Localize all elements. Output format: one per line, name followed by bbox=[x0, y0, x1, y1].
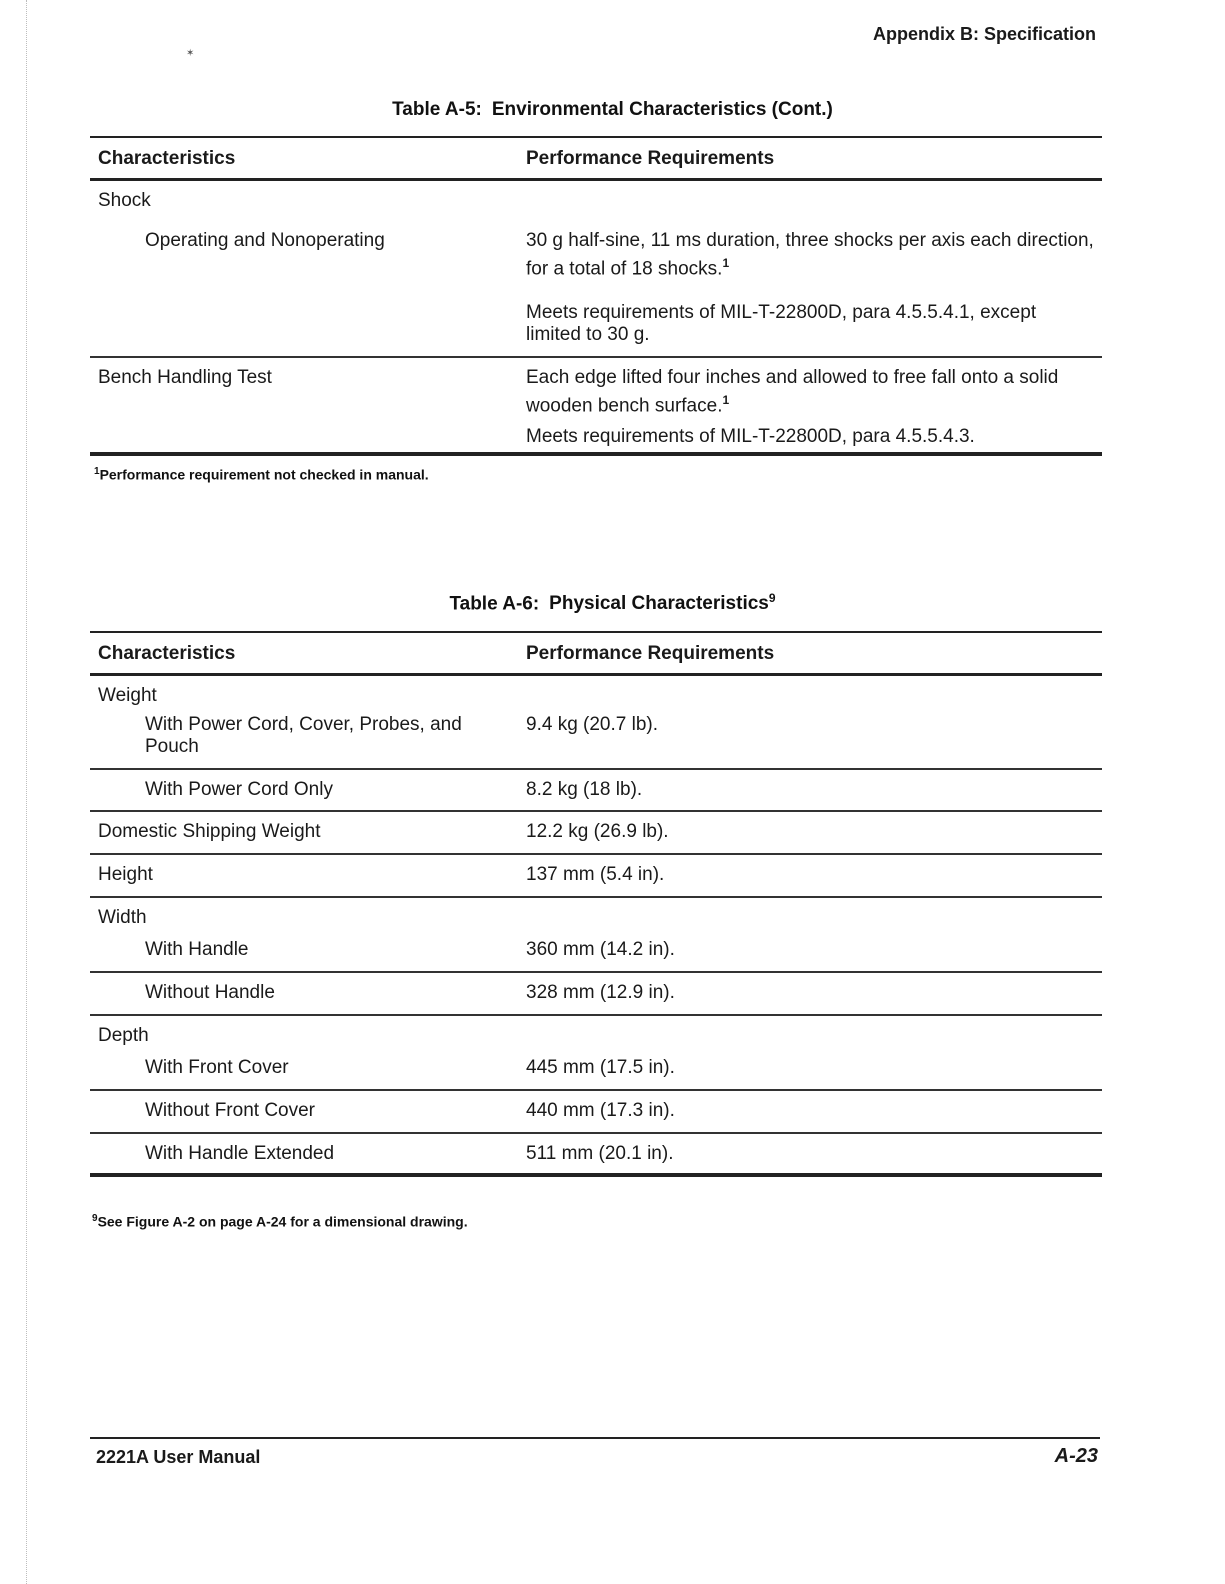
footer-rule bbox=[90, 1437, 1100, 1439]
row-label-width-with-handle: With Handle bbox=[145, 939, 249, 960]
row-label-bench-handling: Bench Handling Test bbox=[90, 357, 518, 453]
row-value-width-without-handle: 328 mm (12.9 in). bbox=[518, 972, 1102, 1015]
table-row bbox=[90, 1015, 1102, 1050]
table-row bbox=[90, 180, 1102, 220]
shock-requirement-1: 30 g half-sine, 11 ms duration, three shocks per axis each direction, for a total of 18 shocks.$^1$ bbox=[526, 230, 1094, 280]
row-value-shipping-weight: 12.2 kg (26.9 lb). bbox=[518, 811, 1102, 854]
table-row bbox=[90, 769, 1102, 811]
group-label-depth: Depth bbox=[90, 1015, 1102, 1050]
footer-manual-title: 2221A User Manual bbox=[96, 1447, 261, 1467]
table-a6-footnote: $^9$See Figure A-2 on page A-24 for a dimensional drawing. bbox=[92, 1213, 468, 1230]
row-value-depth-without-cover: 440 mm (17.3 in). bbox=[518, 1090, 1102, 1133]
row-label-width-without-handle: Without Handle bbox=[90, 972, 518, 1015]
scan-speck: ✶ bbox=[186, 48, 195, 59]
group-label-weight: Weight bbox=[98, 685, 157, 706]
table-a5 bbox=[90, 136, 1102, 456]
row-label-depth-without-cover: Without Front Cover bbox=[90, 1090, 518, 1133]
row-label-depth-handle-extended: With Handle Extended bbox=[90, 1133, 518, 1175]
row-value-depth-handle-extended: 511 mm (20.1 in). bbox=[518, 1133, 1102, 1175]
table-a6-title: Physical Characteristics bbox=[549, 593, 769, 615]
group-label-shock: Shock bbox=[98, 190, 151, 211]
bench-requirement-2: Meets requirements of MIL-T-22800D, para 4.5.5.4.3. bbox=[526, 425, 975, 447]
table-a6-caption bbox=[0, 591, 1225, 615]
row-value-height: 137 mm (5.4 in). bbox=[518, 854, 1102, 897]
row-label-height: Height bbox=[90, 854, 518, 897]
footnote-ref: 1 bbox=[722, 393, 730, 408]
group-label-width: Width bbox=[90, 897, 1102, 932]
table-row bbox=[90, 357, 1102, 453]
table-a5-caption bbox=[0, 99, 1225, 121]
row-label-weight-cord-only: With Power Cord Only bbox=[90, 769, 518, 811]
row-label-weight-full: With Power Cord, Cover, Probes, and Pouch bbox=[145, 714, 462, 757]
table-row bbox=[90, 854, 1102, 897]
shock-requirement-2: Meets requirements of MIL-T-22800D, para 4.5.5.4.1, except limited to 30 g. bbox=[526, 302, 1037, 346]
footnote-ref: 9 bbox=[768, 591, 776, 605]
table-a5-title: Environmental Characteristics (Cont.) bbox=[491, 99, 833, 120]
table-row bbox=[90, 1090, 1102, 1133]
table-a5-label: Table A-5: bbox=[392, 99, 482, 120]
table-row bbox=[90, 932, 1102, 972]
table-a6 bbox=[90, 631, 1102, 1177]
scan-edge-line bbox=[26, 0, 27, 1584]
table-row bbox=[90, 897, 1102, 932]
table-a6-header-performance: Performance Requirements bbox=[526, 643, 775, 664]
table-row bbox=[90, 675, 1102, 711]
table-row bbox=[90, 1050, 1102, 1090]
table-row bbox=[90, 1133, 1102, 1175]
table-row bbox=[90, 972, 1102, 1015]
table-a5-header-row bbox=[90, 137, 1102, 180]
table-row bbox=[90, 219, 1102, 357]
row-label-operating-nonoperating: Operating and Nonoperating bbox=[145, 230, 385, 251]
row-label-depth-with-cover: With Front Cover bbox=[145, 1057, 289, 1078]
table-a6-label: Table A-6: bbox=[449, 593, 540, 615]
table-a6-header-row bbox=[90, 632, 1102, 675]
table-a6-header-characteristics: Characteristics bbox=[98, 643, 236, 664]
row-value-weight-full: 9.4 kg (20.7 lb). bbox=[526, 714, 659, 735]
table-a5-header-characteristics: Characteristics bbox=[98, 148, 236, 169]
table-row bbox=[90, 710, 1102, 769]
row-value-shock bbox=[518, 219, 1102, 357]
row-value-depth-with-cover: 445 mm (17.5 in). bbox=[526, 1057, 675, 1078]
table-row bbox=[90, 811, 1102, 854]
row-label-shipping-weight: Domestic Shipping Weight bbox=[90, 811, 518, 854]
table-a5-footnote: $^1$Performance requirement not checked in manual. bbox=[94, 466, 429, 483]
running-head: Appendix B: Specification bbox=[872, 24, 1096, 44]
row-value-bench-handling bbox=[518, 357, 1102, 453]
row-value-weight-cord-only: 8.2 kg (18 lb). bbox=[518, 769, 1102, 811]
row-value-width-with-handle: 360 mm (14.2 in). bbox=[526, 939, 675, 960]
footnote-ref: 1 bbox=[722, 256, 730, 270]
table-a5-header-performance: Performance Requirements bbox=[526, 148, 775, 169]
bench-requirement-1: Each edge lifted four inches and allowed to free fall onto a solid wooden bench surface.$^1$ bbox=[526, 367, 1059, 417]
footer-page-number: A-23 bbox=[1054, 1445, 1098, 1467]
